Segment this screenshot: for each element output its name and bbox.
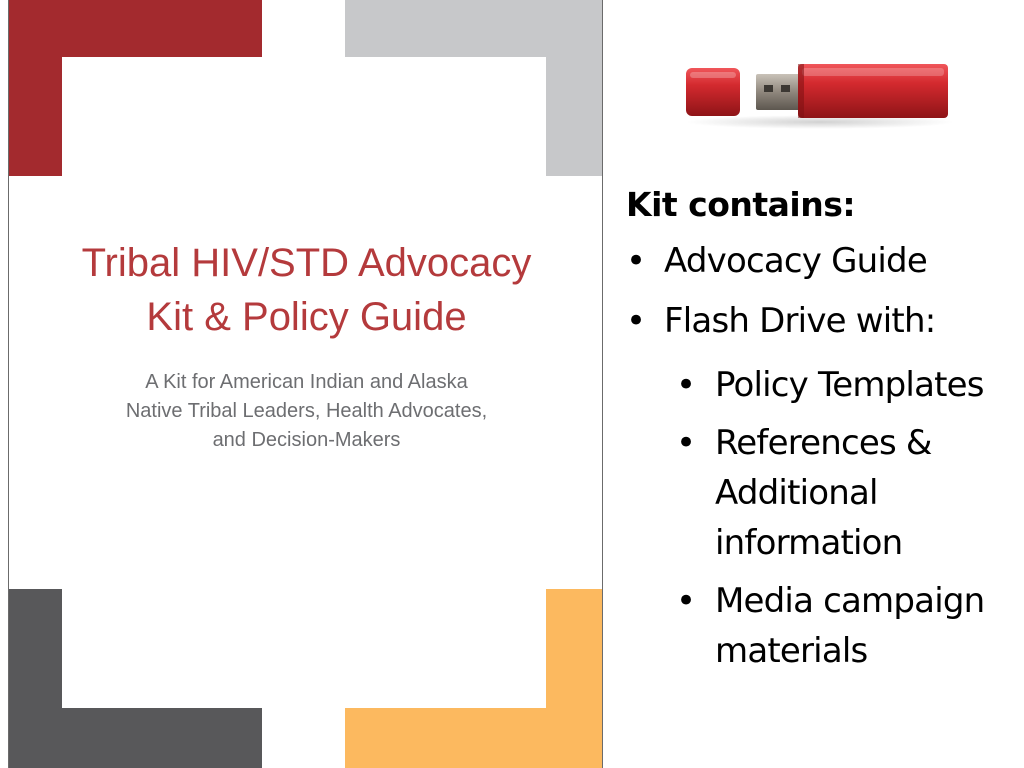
sublist-item-line: Additional [715,473,878,513]
cover-corner-bottom-left [9,708,262,768]
list-item-flash-drive [626,300,1022,342]
kit-heading: Kit contains: [626,185,856,224]
cover-subtitle-line: A Kit for American Indian and Alaska [145,371,468,393]
cover-subtitle-line: and Decision-Makers [212,429,401,451]
cover-corner-top-right [546,0,603,176]
cover-title [9,236,603,344]
list-item-label: Advocacy Guide [664,241,927,281]
bullet-icon: • [676,365,696,405]
usb-flash-drive-icon [680,58,958,130]
cover-subtitle [9,368,603,455]
sublist-item-line: information [715,523,903,563]
sublist-item-policy-templates [626,360,1022,410]
bullet-icon: • [676,581,696,621]
list-item-advocacy-guide [626,240,1022,282]
bullet-icon: • [626,241,646,281]
cover-corner-top-left [9,0,62,176]
book-cover-image [8,0,603,768]
bullet-icon: • [626,301,646,341]
sublist-item-line: materials [715,631,868,671]
cover-subtitle-line: Native Tribal Leaders, Health Advocates, [125,400,488,422]
sublist-item-line: References & [715,423,932,463]
sublist-item-line: Policy Templates [715,365,984,405]
bullet-icon: • [676,423,696,463]
sublist-item-line: Media campaign [715,581,985,621]
cover-title-line: Kit & Policy Guide [146,295,467,339]
sublist-item-media-campaign [626,576,1022,676]
cover-title-line: Tribal HIV/STD Advocacy [81,241,532,285]
sublist-item-references [626,418,1022,568]
cover-corner-bottom-right [345,708,603,768]
list-item-label: Flash Drive with: [664,301,936,341]
kit-contents [626,176,1022,684]
